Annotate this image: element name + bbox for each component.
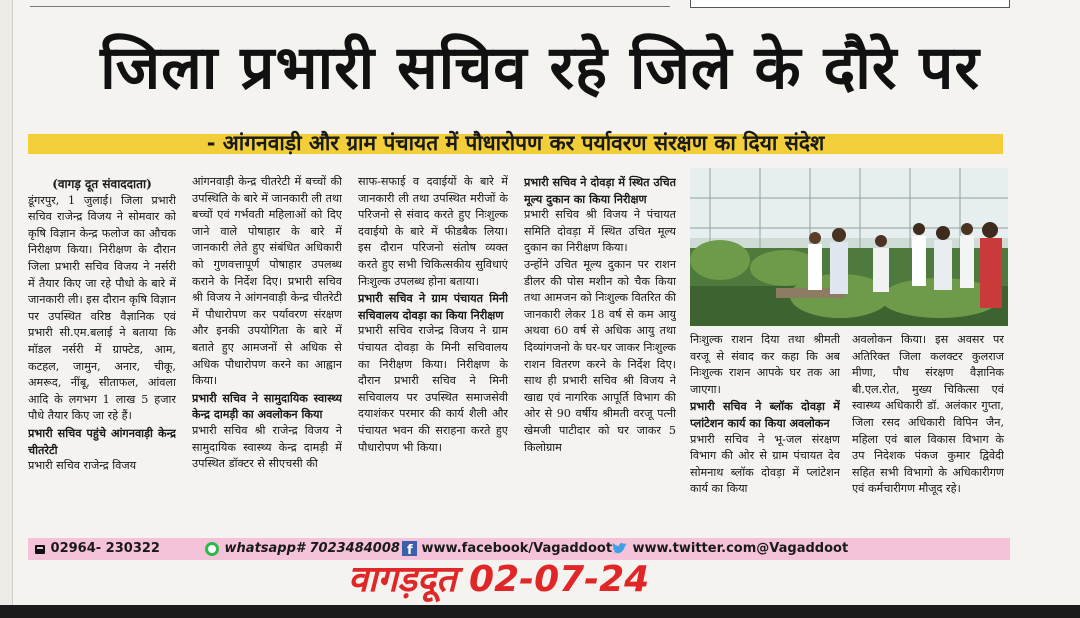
article-column-2 (192, 174, 342, 522)
byline: (वागड़ दूत संवाददाता) (52, 177, 152, 191)
column-4-paragraph-2: उन्होंने उचित मूल्य दुकान पर राशन डीलर की पोस मशीन को चैक किया तथा आमजन को निःशुल्क वितरित की जानकारी लेकर 18 वर्ष से कम आयु अथवा 60 वर्ष से अधिक आयु तथा दिव्यांगजनो के घर-घर जाकर निःशुल्क राशन वितरण करने के निर्देश दिए। साथ ही प्रभारी सचिव श्री विजय ने खाद्य एवं नागरिक आपूर्ति विभाग की ओर से 90 वर्षीय श्रीमती वरजू पत्नी खेमजी पाटीदार को घर जाकर 5 किलोग्राम (524, 257, 676, 454)
bottom-dark-bar (0, 605, 1080, 618)
column-5-paragraph-1: निःशुल्क राशन दिया तथा श्रीमती वरजू से संवाद कर कहा कि अब निःशुल्क राशन आपके घर तक आ जाएगा। (690, 333, 840, 396)
column-2-subheading: प्रभारी सचिव ने सामुदायिक स्वास्थ्य केन्द्र दामड़ी का अवलोकन किया (192, 390, 342, 422)
column-3-paragraph-1: साफ-सफाई व दवाईयों के बारे में जानकारी ली तथा उपस्थित मरीजों के परिजनो से संवाद करते हुए निःशुल्क दवाईयो के बारे में फीडबैक लिया। इस दौरान परिजनो संतोष व्यक्त करते हुए सभी चिकित्सकीय सुविधाएं निःशुल्क उपलब्ध होना बताया। (358, 175, 508, 288)
column-5-paragraph-2: प्रभारी सचिव ने भू-जल संरक्षण विभाग की ओर से ग्राम पंचायत देव सोमनाथ ब्लॉक दोवड़ा में प्लांटेशन कार्य का किया (690, 432, 840, 496)
article-column-1 (28, 176, 176, 522)
column-1-paragraph-2: प्रभारी सचिव राजेन्द्र विजय (28, 459, 137, 473)
page-left-edge (0, 0, 13, 618)
top-rule (30, 2, 670, 7)
phone-icon (34, 543, 46, 555)
column-4-paragraph-1: प्रभारी सचिव श्री विजय ने पंचायत समिति दोवड़ा में स्थित उचित मूल्य दुकान का निरीक्षण किया। (524, 208, 676, 255)
facebook-handle: www.facebook/Vagaddoot (421, 541, 613, 556)
column-2-paragraph-2: प्रभारी सचिव श्री राजेन्द्र विजय ने सामुदायिक स्वास्थ्य केन्द्र दामड़ी में उपस्थित डॉक्टर से सीएचसी की (192, 423, 342, 471)
top-box-fragment (690, 0, 1010, 8)
article-column-5 (690, 332, 840, 522)
article-column-6 (852, 332, 1004, 522)
whatsapp-icon (204, 541, 220, 557)
column-1-subheading: प्रभारी सचिव पहुंचे आंगनवाड़ी केन्द्र चीतरेटी (28, 425, 176, 457)
column-6-paragraph-1: अवलोकन किया। इस अवसर पर अतिरिक्त जिला कलक्टर कुलराज मीणा, पौध संरक्षण वैज्ञानिक बी.एल.रोत, मुख्य चिकित्सा एवं स्वास्थ्य अधिकारी डॉ. अलंकार गुप्ता, जिला रसद अधिकारी विपिन जैन, महिला एवं बाल विकास विभाग के उप निदेशक पंकज कुमार द्विवेदी सहित सभी विभागो के अधिकारीगण एवं कर्मचारीगण मौजूद रहे। (852, 333, 1004, 496)
article-column-3 (358, 174, 508, 522)
facebook-icon (402, 541, 417, 556)
column-1-paragraph-1: डूंगरपुर, 1 जुलाई। जिला प्रभारी सचिव राजेन्द्र विजय ने सोमवार को कृषि विज्ञान केन्द्र फलोज का औचक निरीक्षण किया। निरीक्षण के दौरान जिला प्रभारी सचिव विजय ने नर्सरी में तैयार किए जा रहे पौधो के बारे में जानकारी ली। इस दौरान कृषि विज्ञान पर उपस्थित वरिष्ठ वैज्ञानिक एवं प्रभारी सी.एम.बलाई ने बताया कि मॉडल नर्सरी में ग्राफ्टेड, आम, कटहल, जामुन, अनार, चीकू, अमरूद, नींबू, सीताफल, आंवला आदि के लगभग 1 लाख 5 हजार पौधे तैयार किए जा रहे हैं। (28, 193, 176, 423)
whatsapp-number: whatsapp# 7023484008 (224, 541, 400, 556)
subheadline: - आंगनवाड़ी और ग्राम पंचायत में पौधारोपण कर पर्यावरण संरक्षण का दिया संदेश (206, 131, 825, 155)
twitter-icon (611, 542, 628, 556)
newspaper-date-stamp: वागड़दूत 02-07-24 (348, 559, 650, 600)
page-headline: जिला प्रभारी सचिव रहे जिले के दौरे पर (100, 33, 980, 103)
column-4-subheading: प्रभारी सचिव ने दोवड़ा में स्थित उचित मूल्य दुकान का किया निरीक्षण (524, 175, 676, 206)
column-3-subheading: प्रभारी सचिव ने ग्राम पंचायत मिनी सचिवालय दोवड़ा का किया निरीक्षण (358, 291, 508, 322)
twitter-handle: www.twitter.com@Vagaddoot (632, 541, 849, 556)
article-column-4 (524, 174, 676, 522)
svg-text:f: f (407, 543, 413, 556)
column-5-subheading: प्रभारी सचिव ने ब्लॉक दोवड़ा में प्लांटेशन कार्य का किया अवलोकन (690, 399, 840, 430)
column-3-paragraph-2: प्रभारी सचिव राजेन्द्र विजय ने ग्राम पंचायत दोवड़ा के मिनी सचिवालय का निरीक्षण किया। निरीक्षण के दौरान प्रभारी सचिव ने मिनी सचिवालय पर उपस्थित समाजसेवी दयाशंकर परमार की कार्य शैली और पंचायत भवन की सराहना करते हुए पौधारोपण भी किया। (358, 324, 508, 454)
column-2-paragraph-1: आंगनवाड़ी केन्द्र चीतरेटी में बच्चों की उपस्थिति के बारे में जानकारी ली तथा बच्चों एवं गर्भवती महिलाओं को दिए जाने वाले पोषाहार के बारे में जानकारी लेते हुए संबंधित अधिकारी को गुणवत्तापूर्ण पोषाहार उपलब्ध कराने के निर्देश दिए। प्रभारी सचिव श्री विजय ने आंगनवाड़ी केन्द्र चीतरेटी में पौधारोपण कर पर्यावरण संरक्षण और इनकी उपयोगिता के बारे में बताते हुए आमजनों से अधिक से अधिक पौधारोपण करने का आह्वान किया। (192, 175, 342, 388)
phone-contact (34, 538, 160, 560)
news-photo-nursery-inspection (690, 168, 1008, 326)
phone-number: 02964- 230322 (50, 541, 160, 556)
